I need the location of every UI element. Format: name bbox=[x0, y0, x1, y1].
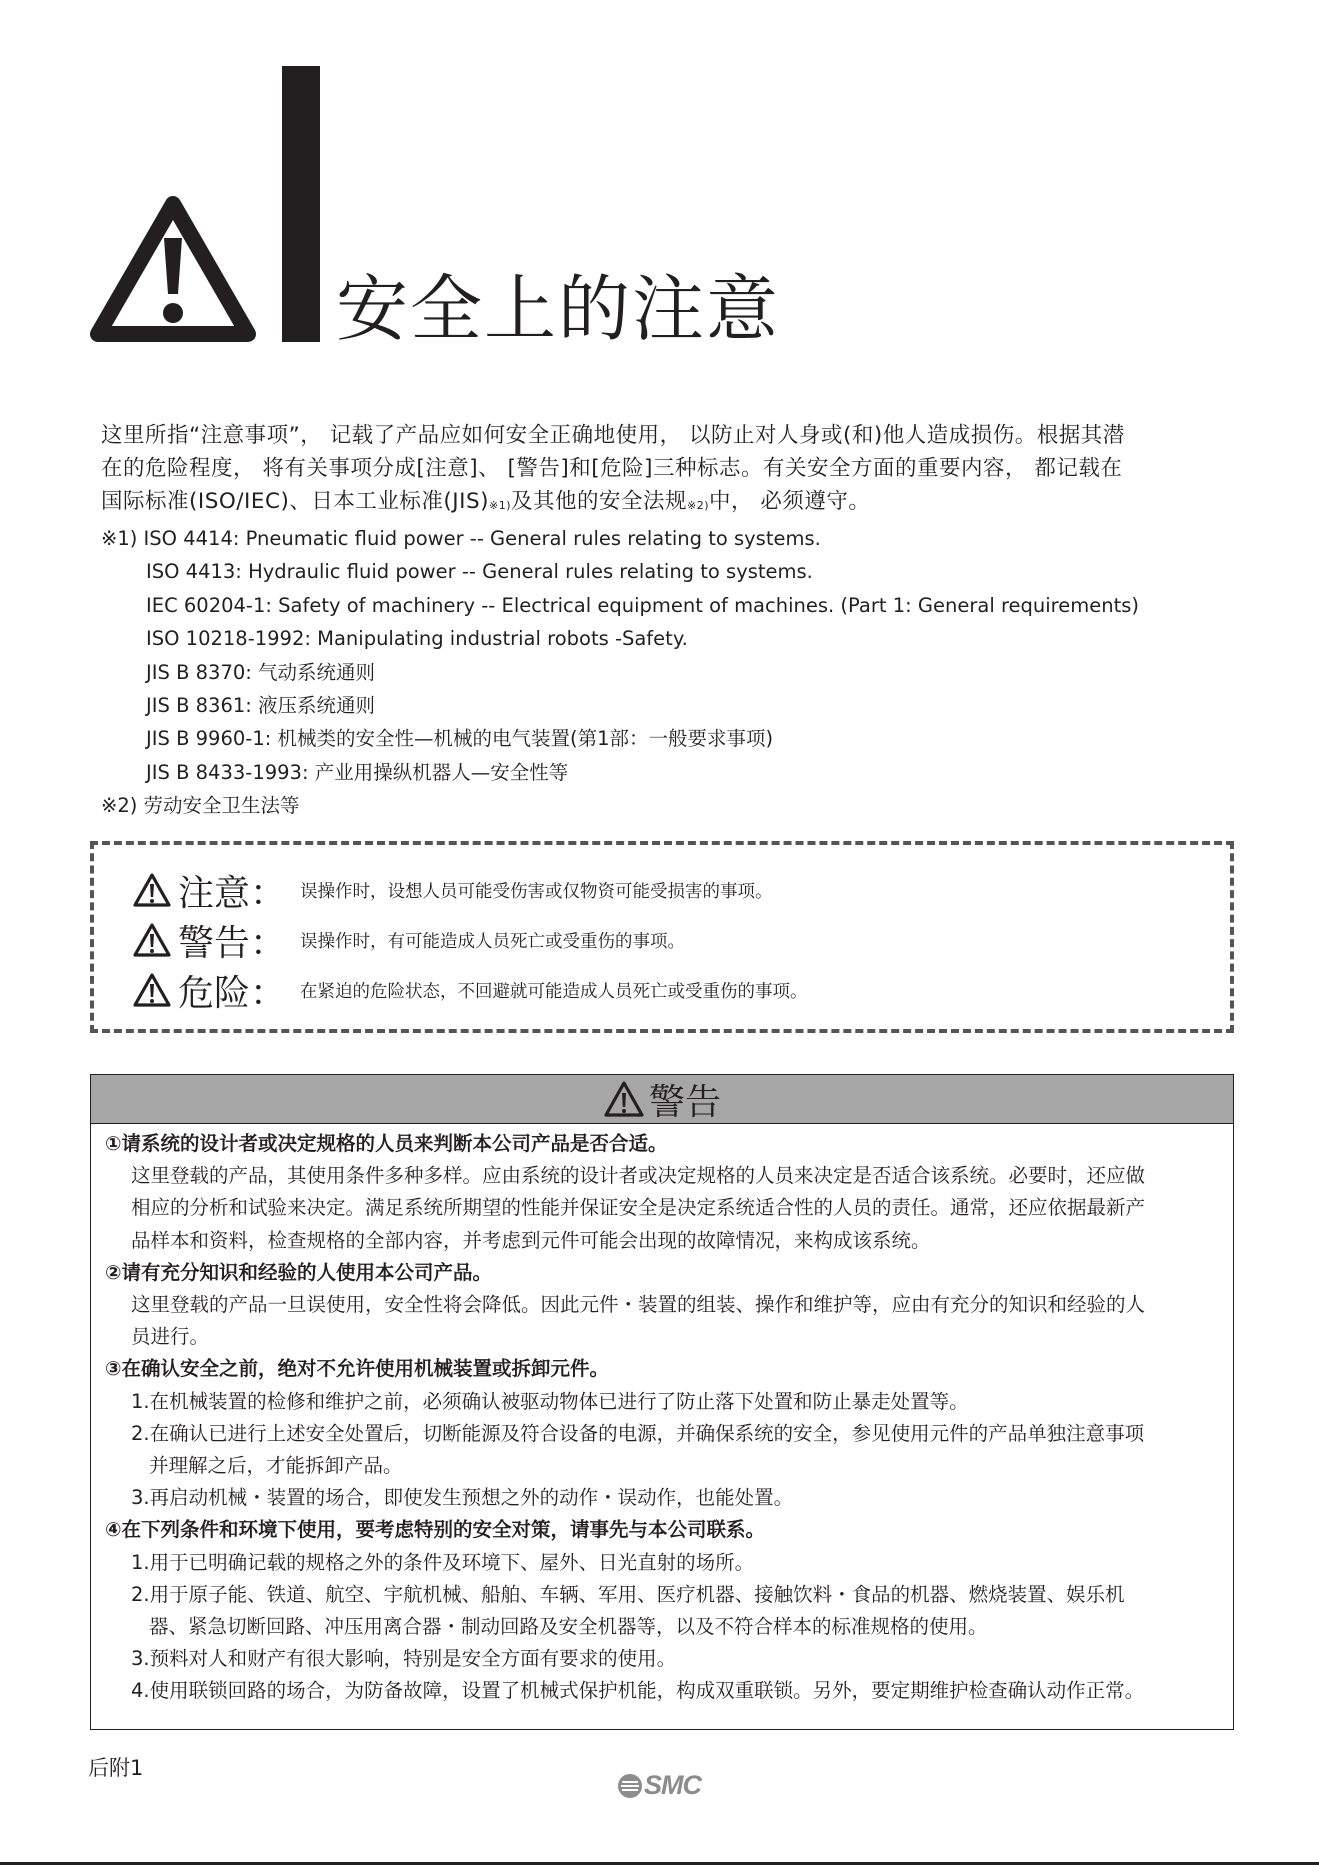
warning-section-heading: ③在确认安全之前，绝对不允许使用机械装置或拆卸元件。 bbox=[105, 1357, 610, 1381]
intro-line-1: 这里所指“注意事项”， 记载了产品应如何安全正确地使用， 以防止对人身或(和)他人造成损伤。根据其潜 bbox=[101, 423, 1125, 448]
smc-logo-text: SMC bbox=[644, 1770, 701, 1800]
warning-list-item: 1.在机械装置的检修和维护之前，必须确认被驱动物体已进行了防止落下处置和防止暴走处置等。 bbox=[131, 1389, 969, 1413]
warning-list-item: 3.预料对人和财产有很大影响，特别是安全方面有要求的使用。 bbox=[131, 1647, 677, 1671]
danger-triangle-icon bbox=[132, 972, 172, 1008]
footnote-ref-2: ※2) bbox=[687, 499, 710, 512]
legend-row-warning bbox=[132, 917, 685, 963]
header-vertical-bar bbox=[282, 66, 320, 342]
page-title: 安全上的注意 bbox=[336, 267, 781, 351]
bottom-rule bbox=[0, 1862, 1319, 1865]
caution-triangle-icon bbox=[132, 872, 172, 908]
reference-list bbox=[101, 522, 1251, 823]
reference-item: JIS B 8361: 液压系统通则 bbox=[146, 694, 376, 718]
reference-item: ※2) 劳动安全卫生法等 bbox=[101, 794, 300, 818]
warning-section-text: 这里登载的产品，其使用条件多种多样。应由系统的设计者或决定规格的人员来决定是否适合该系统。必要时，还应做 bbox=[131, 1164, 1146, 1188]
reference-item: JIS B 9960-1: 机械类的安全性—机械的电气装置(第1部：一般要求事项) bbox=[146, 727, 774, 751]
warning-section-text: 员进行。 bbox=[131, 1325, 210, 1349]
hazard-legend-box bbox=[90, 841, 1234, 1033]
legend-term: 注意： bbox=[178, 872, 287, 914]
warning-triangle-icon bbox=[603, 1080, 645, 1118]
footnote-ref-1: ※1) bbox=[488, 499, 511, 512]
warning-section-heading: ②请有充分知识和经验的人使用本公司产品。 bbox=[105, 1260, 493, 1284]
warning-list-item: 3.再启动机械・装置的场合，即使发生预想之外的动作・误动作，也能处置。 bbox=[131, 1486, 794, 1510]
warning-box bbox=[90, 1074, 1234, 1730]
warning-section-text: 这里登载的产品一旦误使用，安全性将会降低。因此元件・装置的组装、操作和维护等，应由有充分的知识和经验的人 bbox=[131, 1293, 1146, 1317]
reference-item: ISO 4413: Hydraulic fluid power -- General rules relating to systems. bbox=[146, 560, 813, 584]
intro-line-3c: 中， 必须遵守。 bbox=[709, 489, 871, 514]
smc-logo bbox=[617, 1770, 701, 1801]
reference-item: ISO 10218-1992: Manipulating industrial robots -Safety. bbox=[146, 627, 688, 651]
legend-row-caution bbox=[132, 867, 773, 913]
warning-section-heading: ④在下列条件和环境下使用，要考虑特别的安全对策，请事先与本公司联系。 bbox=[105, 1518, 766, 1542]
legend-term: 警告： bbox=[178, 922, 287, 964]
reference-item: IEC 60204-1: Safety of machinery -- Electrical equipment of machines. (Part 1: General requirements) bbox=[146, 593, 1140, 617]
reference-item: JIS B 8433-1993: 产业用操纵机器人—安全性等 bbox=[146, 760, 569, 784]
warning-list-item-continued: 器、紧急切断回路、冲压用离合器・制动回路及安全机器等，以及不符合样本的标准规格的使用。 bbox=[149, 1615, 988, 1639]
warning-triangle-icon bbox=[88, 192, 258, 344]
warning-list-item: 1.用于已明确记载的规格之外的条件及环境下、屋外、日光直射的场所。 bbox=[131, 1550, 755, 1574]
reference-item: JIS B 8370: 气动系统通则 bbox=[146, 660, 376, 684]
intro-line-3 bbox=[101, 485, 1251, 518]
intro-line-3a: 国际标准(ISO/IEC)、日本工业标准(JIS) bbox=[101, 489, 489, 514]
legend-description: 在紧迫的危险状态，不回避就可能造成人员死亡或受重伤的事项。 bbox=[300, 981, 808, 1002]
page-number: 后附1 bbox=[88, 1756, 144, 1780]
warning-list-item: 4.使用联锁回路的场合，为防备故障，设置了机械式保护机能，构成双重联锁。另外，要定期维护检查确认动作正常。 bbox=[131, 1679, 1145, 1703]
warning-box-title: 警告 bbox=[648, 1081, 721, 1123]
legend-description: 误操作时，设想人员可能受伤害或仅物资可能受损害的事项。 bbox=[300, 881, 773, 902]
intro-line-3b: 及其他的安全法规 bbox=[511, 489, 688, 514]
warning-list-item: 2.在确认已进行上述安全处置后，切断能源及符合设备的电源，并确保系统的安全，参见使用元件的产品单独注意事项 bbox=[131, 1421, 1145, 1445]
legend-row-danger bbox=[132, 967, 808, 1013]
intro-paragraph bbox=[101, 419, 1251, 518]
smc-logo-mark-icon bbox=[617, 1773, 643, 1799]
warning-list-item-continued: 并理解之后，才能拆卸产品。 bbox=[149, 1454, 403, 1478]
warning-section-text: 品样本和资料，检查规格的全部内容，并考虑到元件可能会出现的故障情况，来构成该系统。 bbox=[131, 1228, 931, 1252]
legend-description: 误操作时，有可能造成人员死亡或受重伤的事项。 bbox=[300, 931, 685, 952]
warning-triangle-icon bbox=[132, 922, 172, 958]
warning-list-item: 2.用于原子能、铁道、航空、宇航机械、船舶、车辆、军用、医疗机器、接触饮料・食品的机器、燃烧装置、娱乐机 bbox=[131, 1582, 1125, 1606]
legend-term: 危险： bbox=[178, 972, 287, 1014]
warning-box-header bbox=[91, 1075, 1233, 1124]
intro-line-2: 在的危险程度， 将有关事项分成[注意]、 [警告]和[危险]三种标志。有关安全方面的重要内容， 都记载在 bbox=[101, 456, 1123, 481]
warning-section-text: 相应的分析和试验来决定。满足系统所期望的性能并保证安全是决定系统适合性的人员的责任。通常，还应依据最新产 bbox=[131, 1196, 1146, 1220]
warning-section-heading: ①请系统的设计者或决定规格的人员来判断本公司产品是否合适。 bbox=[105, 1132, 668, 1155]
reference-item: ※1) ISO 4414: Pneumatic fluid power -- General rules relating to systems. bbox=[101, 527, 821, 550]
warning-box-body bbox=[91, 1124, 1233, 1708]
